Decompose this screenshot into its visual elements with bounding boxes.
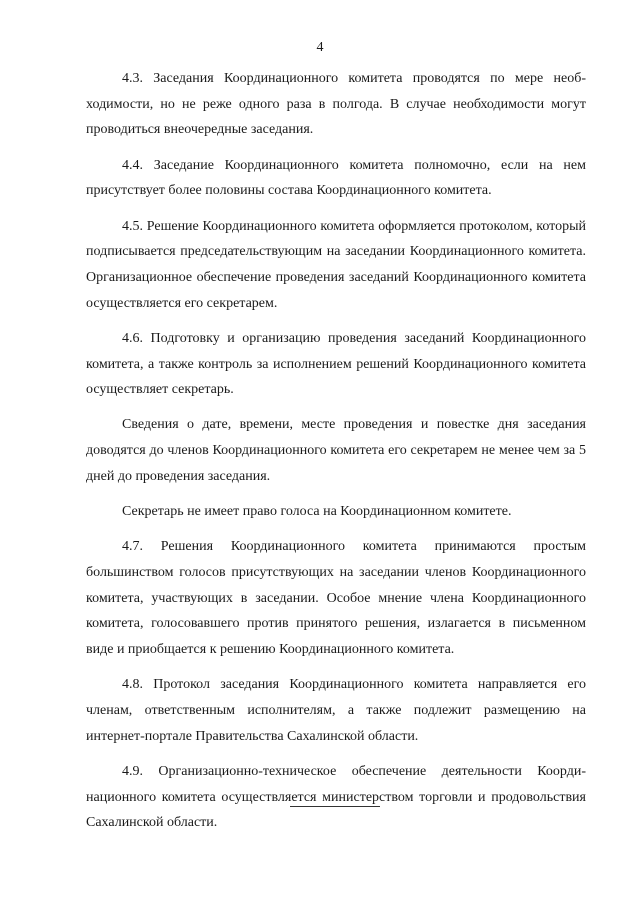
paragraph-secretary-vote: Секретарь не имеет право голоса на Координационном комитете. [122, 504, 512, 520]
paragraph-4-8: 4.8. Протокол заседания Координационного комитета направляется его членам, ответственным исполнителям, а также подлежит размещению на интернет-портале Правительства Сахалинской области. [86, 677, 586, 744]
paragraph-4-3: 4.3. Заседания Координационного комитета проводятся по мере необходимости, но не реже одного раза в полгода. В случае необходимости могут проводиться внеочередные заседания. [86, 71, 586, 138]
paragraph-4-9: 4.9. Организационно-техническое обеспечение деятельности Координационного комитета осуществляется министерством торговли и продовольствия Сахалинской области. [86, 763, 586, 831]
end-of-document-rule [290, 806, 380, 807]
paragraph-4-5: 4.5. Решение Координационного комитета оформляется протоколом, который подписывается председательствующим на заседании Координационного комитета. Организационное обеспечение проведения заседаний Координационного комитета осуществляется его секретарем. [86, 218, 586, 311]
page-number: 4 [316, 40, 324, 55]
paragraph-meeting-notice: Сведения о дате, времени, месте проведения и повестке дня заседания доводятся до членов Координационного комитета его секретарем не менее чем за 5 дней до проведения заседания. [86, 417, 586, 484]
paragraph-4-7: 4.7. Решения Координационного комитета принимаются простым большинством голосов присутствующих на заседании членов Координационного комитета, участвующих в заседании. Особое мнение члена Координационного комитета, голосовавшего против принятого решения, излагается в письменном виде и приобщается к решению Координационного комитета. [86, 539, 586, 658]
paragraph-4-6: 4.6. Подготовку и организацию проведения заседаний Координационного комитета, а также контроль за исполнением решений Координационного комитета осуществляет секретарь. [86, 330, 586, 398]
paragraph-4-4: 4.4. Заседание Координационного комитета полномочно, если на нем присутствует более половины состава Координационного комитета. [86, 157, 586, 199]
document-body [86, 66, 586, 845]
